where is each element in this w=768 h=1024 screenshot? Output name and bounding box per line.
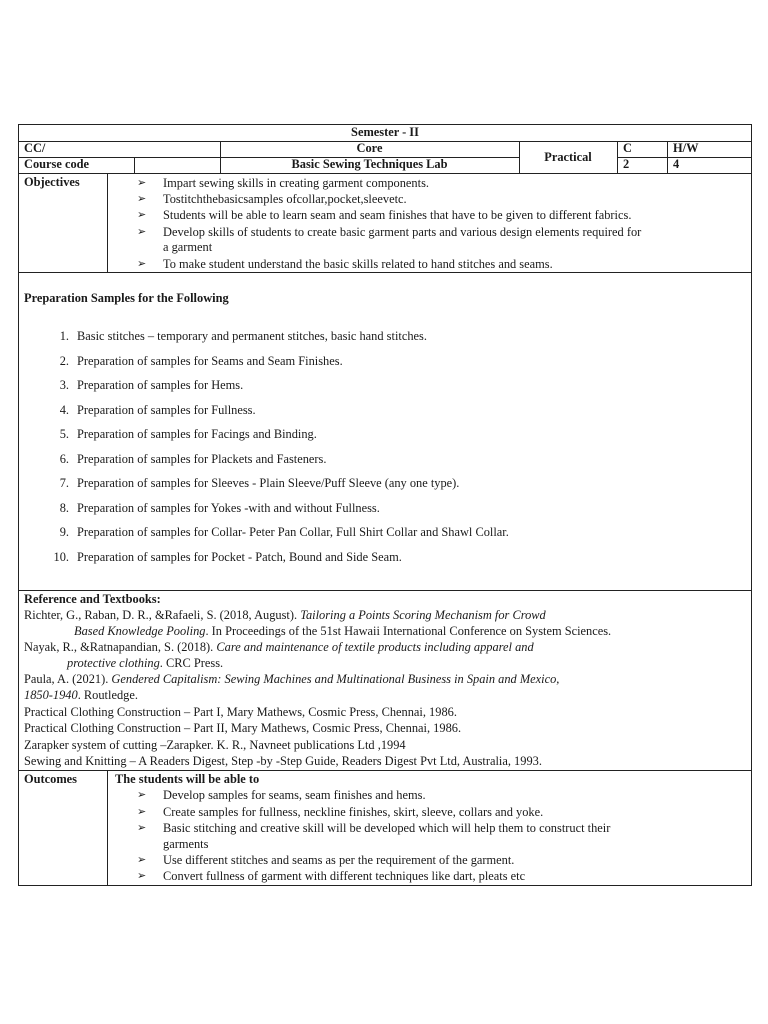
rule-under-objectives	[19, 272, 751, 273]
reference-entry: Zarapker system of cutting –Zarapker. K. R., Navneet publications Ltd ,1994	[24, 738, 406, 752]
objective-item-continued: a garment	[163, 240, 213, 254]
cc-label: CC/	[24, 141, 46, 155]
list-item-number: 5.	[59, 427, 69, 441]
practical-label: Practical	[544, 150, 592, 164]
list-item-number: 2.	[59, 353, 69, 368]
objective-item: Tostitchthebasicsamples ofcollar,pocket,sleevetc.	[163, 192, 407, 206]
syllabus-table	[18, 124, 752, 886]
rule-under-preparation	[19, 590, 751, 591]
list-item-text: Preparation of samples for Sleeves - Plain Sleeve/Puff Sleeve (any one type).	[77, 476, 460, 490]
reference-text: . CRC Press.	[159, 656, 224, 670]
rule-under-c-hw	[617, 157, 751, 158]
list-item	[47, 403, 256, 418]
reference-entry: Practical Clothing Construction – Part II, Mary Mathews, Cosmic Press, Chennai, 1986.	[24, 721, 462, 735]
objective-bullet: ➢	[137, 177, 147, 189]
outcomes-intro: The students will be able to	[115, 772, 260, 786]
list-item	[47, 354, 343, 369]
rule-col-code	[134, 157, 135, 173]
list-item-text: Preparation of samples for Hems.	[77, 378, 244, 392]
preparation-heading: Preparation Samples for the Following	[24, 291, 229, 305]
core-label: Core	[356, 141, 383, 155]
reference-entry: Sewing and Knitting – A Readers Digest, Step -by -Step Guide, Readers Digest Pvt Ltd, Australia, 1993.	[24, 754, 542, 768]
outcome-item-continued: garments	[163, 837, 209, 851]
objective-item: Develop skills of students to create basic garment parts and various design elements required for	[163, 225, 642, 239]
course-title: Basic Sewing Techniques Lab	[291, 157, 448, 171]
outcome-item: Develop samples for seams, seam finishes and hems.	[163, 788, 426, 802]
list-item-text: Preparation of samples for Plackets and Fasteners.	[77, 451, 327, 466]
reference-text: . In Proceedings of the 51st Hawaii International Conference on System Sciences.	[205, 624, 612, 638]
outcome-item: Create samples for fullness, neckline finishes, skirt, sleeve, collars and yoke.	[163, 805, 544, 819]
reference-entry: Practical Clothing Construction – Part I, Mary Mathews, Cosmic Press, Chennai, 1986.	[24, 705, 457, 719]
list-item-text: Basic stitches – temporary and permanent stitches, basic hand stitches.	[77, 329, 427, 343]
objective-bullet: ➢	[137, 193, 147, 205]
reference-entry-continued	[24, 688, 138, 703]
list-item-number: 9.	[59, 525, 69, 539]
course-code-label: Course code	[24, 157, 90, 171]
outcomes-label: Outcomes	[24, 772, 77, 786]
objective-bullet: ➢	[137, 226, 147, 238]
outcome-bullet: ➢	[137, 789, 147, 801]
rule-under-header	[19, 173, 751, 174]
list-item-number: 6.	[59, 451, 69, 466]
reference-title: protective clothing	[67, 656, 160, 670]
list-item-number: 7.	[59, 476, 69, 490]
reference-title: Tailoring a Points Scoring Mechanism for Crowd	[300, 608, 546, 622]
list-item	[47, 329, 427, 344]
credits-label: C	[623, 141, 632, 155]
outcome-bullet: ➢	[137, 822, 147, 834]
list-item	[47, 452, 326, 467]
list-item	[47, 378, 243, 393]
reference-title: Care and maintenance of textile products including apparel and	[216, 640, 534, 654]
objective-bullet: ➢	[137, 209, 147, 221]
objective-bullet: ➢	[137, 258, 147, 270]
rule-col-hw	[667, 141, 668, 173]
list-item-number: 1.	[59, 329, 69, 343]
objectives-label: Objectives	[24, 175, 80, 189]
list-item-number: 4.	[59, 402, 69, 417]
list-item-number: 10.	[53, 549, 69, 564]
outcome-bullet: ➢	[137, 806, 147, 818]
reference-entry	[24, 672, 559, 687]
list-item-number: 8.	[59, 500, 69, 515]
list-item	[47, 501, 380, 516]
reference-entry-continued	[74, 624, 611, 639]
reference-title: Gendered Capitalism: Sewing Machines and Multinational Business in Spain and Mexico,	[111, 672, 560, 686]
reference-title: 1850-1940	[24, 688, 78, 702]
objective-item: To make student understand the basic skills related to hand stitches and seams.	[163, 257, 553, 271]
list-item-text: Preparation of samples for Facings and Binding.	[77, 427, 317, 441]
list-item-text: Preparation of samples for Pocket - Patch, Bound and Side Seam.	[77, 549, 402, 564]
outcome-bullet: ➢	[137, 870, 147, 882]
rule-col-c	[617, 141, 618, 173]
outcome-item: Use different stitches and seams as per the requirement of the garment.	[163, 853, 515, 867]
credits-value: 2	[623, 157, 630, 171]
list-item-text: Preparation of samples for Seams and Seam Finishes.	[77, 353, 343, 368]
outcome-item: Basic stitching and creative skill will be developed which will help them to construct their	[163, 821, 611, 835]
list-item	[47, 525, 509, 540]
rule-col-label	[107, 173, 108, 272]
objective-item: Impart sewing skills in creating garment components.	[163, 176, 429, 190]
reference-text: Richter, G., Raban, D. R., &Rafaeli, S. (2018, August).	[24, 608, 301, 622]
semester-title: Semester - II	[351, 125, 419, 139]
list-item-text: Preparation of samples for Fullness.	[77, 402, 256, 417]
references-heading: Reference and Textbooks:	[24, 592, 161, 606]
hours-value: 4	[673, 157, 680, 171]
rule-col-outcomes	[107, 770, 108, 886]
objective-item: Students will be able to learn seam and seam finishes that have to be given to different fabrics.	[163, 208, 632, 222]
rule-under-references	[19, 770, 751, 771]
hours-label: H/W	[673, 141, 699, 155]
list-item-number: 3.	[59, 378, 69, 392]
reference-text: . Routledge.	[77, 688, 138, 702]
list-item	[47, 550, 402, 565]
reference-entry-continued	[67, 656, 223, 671]
list-item-text: Preparation of samples for Collar- Peter Pan Collar, Full Shirt Collar and Shawl Collar.	[77, 525, 509, 539]
reference-entry	[24, 608, 546, 623]
list-item	[47, 427, 317, 442]
reference-text: Paula, A. (2021).	[24, 672, 112, 686]
list-item	[47, 476, 459, 491]
reference-title: Based Knowledge Pooling	[74, 624, 206, 638]
reference-entry	[24, 640, 534, 655]
list-item-text: Preparation of samples for Yokes -with and without Fullness.	[77, 500, 380, 515]
outcome-item: Convert fullness of garment with different techniques like dart, pleats etc	[163, 869, 526, 883]
outcome-bullet: ➢	[137, 854, 147, 866]
reference-text: Nayak, R., &Ratnapandian, S. (2018).	[24, 640, 217, 654]
